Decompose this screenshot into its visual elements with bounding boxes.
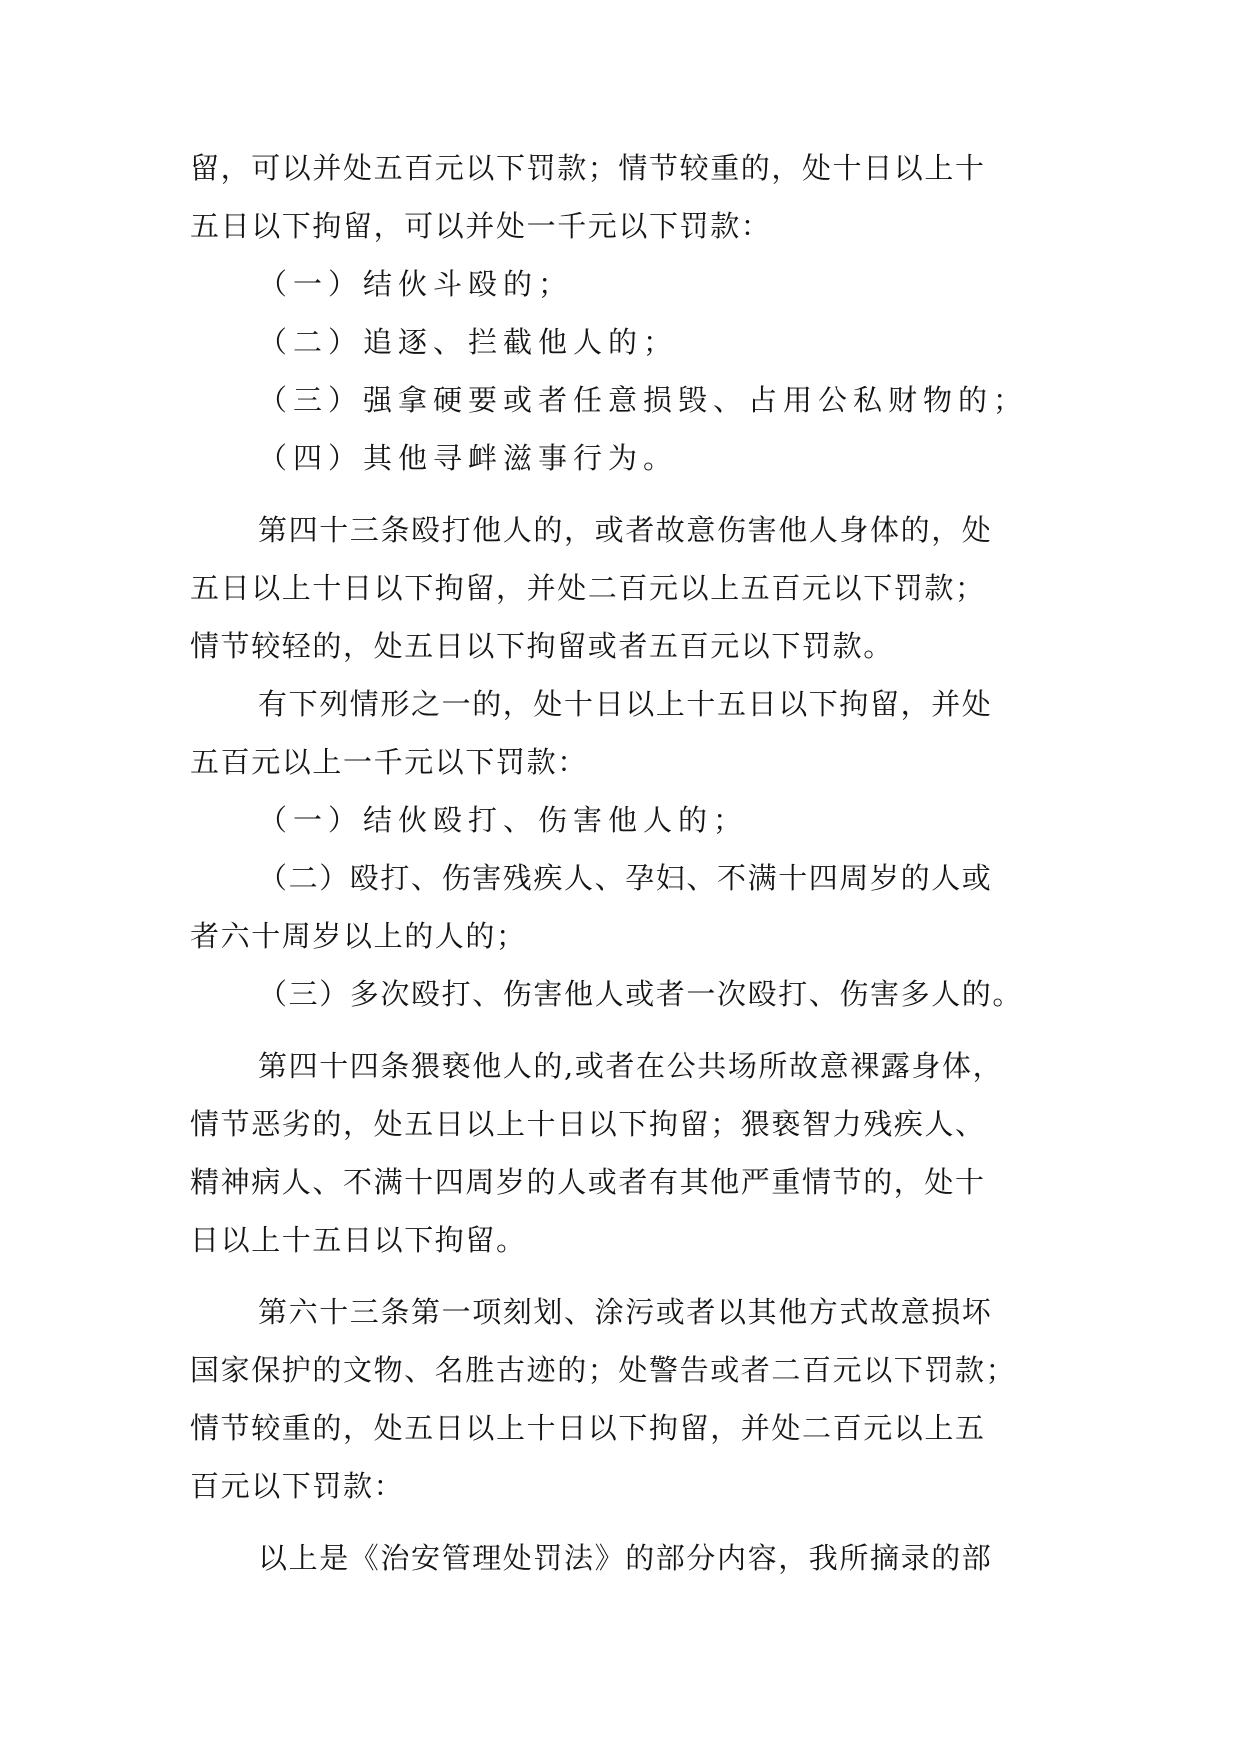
list-item: （一）结伙斗殴的； (258, 267, 574, 301)
text-line: 有下列情形之一的，处十日以上十五日以下拘留，并处 (258, 687, 993, 721)
text-line: 五日以上十日以下拘留，并处二百元以上五百元以下罚款； (190, 571, 986, 605)
text-line: 留，可以并处五百元以下罚款；情节较重的，处十日以上十 (190, 151, 986, 185)
list-item: （一）结伙殴打、伤害他人的； (258, 803, 749, 837)
text-line: 百元以下罚款： (190, 1469, 405, 1503)
text-line: 精神病人、不满十四周岁的人或者有其他严重情节的，处十 (190, 1165, 986, 1199)
list-item: （三）强拿硬要或者任意损毁、占用公私财物的； (258, 383, 1029, 417)
text-line: 五日以下拘留，可以并处一千元以下罚款： (190, 209, 772, 243)
text-line: 情节较轻的，处五日以下拘留或者五百元以下罚款。 (190, 629, 894, 663)
text-line: 以上是《治安管理处罚法》的部分内容，我所摘录的部 (258, 1541, 993, 1575)
list-item: （二）追逐、拦截他人的； (258, 325, 679, 359)
text-line: 五百元以上一千元以下罚款： (190, 745, 588, 779)
article-63: 第六十三条第一项刻划、涂污或者以其他方式故意损坏 (258, 1295, 993, 1329)
text-line: 情节恶劣的，处五日以上十日以下拘留；猥亵智力残疾人、 (190, 1107, 986, 1141)
article-43: 第四十三条殴打他人的，或者故意伤害他人身体的，处 (258, 513, 993, 547)
text-line: 日以上十五日以下拘留。 (190, 1223, 527, 1257)
article-44: 第四十四条猥亵他人的,或者在公共场所故意裸露身体， (258, 1049, 1004, 1083)
text-line: 情节较重的，处五日以上十日以下拘留，并处二百元以上五 (190, 1411, 986, 1445)
text-line: 者六十周岁以上的人的； (190, 919, 527, 953)
list-item: （四）其他寻衅滋事行为。 (258, 441, 679, 475)
list-item: （二）殴打、伤害残疾人、孕妇、不满十四周岁的人或 (258, 861, 993, 895)
text-line: 国家保护的文物、名胜古迹的；处警告或者二百元以下罚款； (190, 1353, 1017, 1387)
list-item: （三）多次殴打、伤害他人或者一次殴打、伤害多人的。 (258, 977, 1024, 1011)
